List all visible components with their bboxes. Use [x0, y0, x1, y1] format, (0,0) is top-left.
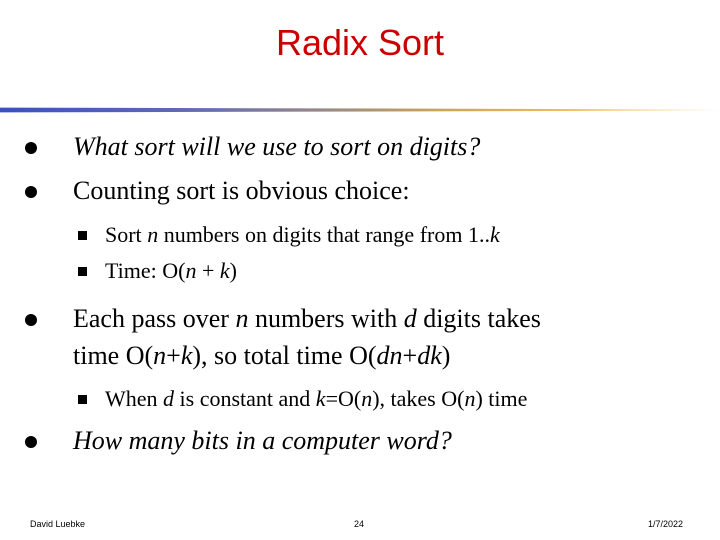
bullet-dot-icon	[25, 436, 37, 448]
bullet-4-text: How many bits in a computer word?	[73, 426, 452, 455]
bullet-1-text: What sort will we use to sort on digits?	[73, 132, 481, 161]
bullet-dot-icon	[25, 142, 37, 154]
sub-bullet-2-text: Time: O(n + k)	[105, 258, 237, 283]
slide-title: Radix Sort	[275, 22, 445, 63]
square-bullet-icon	[78, 231, 87, 240]
bullet-3-line-2: time O(n+k), so total time O(dn+dk)	[73, 341, 451, 370]
bullet-dot-icon	[25, 314, 37, 326]
bullet-3-line-1: Each pass over n numbers with d digits takes	[73, 304, 541, 333]
square-bullet-icon	[78, 267, 87, 276]
footer-date: 1/7/2022	[648, 519, 684, 529]
footer-page-number: 24	[354, 519, 365, 529]
bullet-2-text: Counting sort is obvious choice:	[73, 176, 410, 205]
square-bullet-icon	[78, 395, 87, 404]
bullet-dot-icon	[25, 186, 37, 198]
title-divider	[0, 104, 720, 116]
footer-author: David Luebke	[30, 519, 86, 529]
sub-bullet-3-text: When d is constant and k=O(n), takes O(n) time	[105, 386, 528, 411]
sub-bullet-1-text: Sort n numbers on digits that range from 1..k	[105, 222, 500, 247]
